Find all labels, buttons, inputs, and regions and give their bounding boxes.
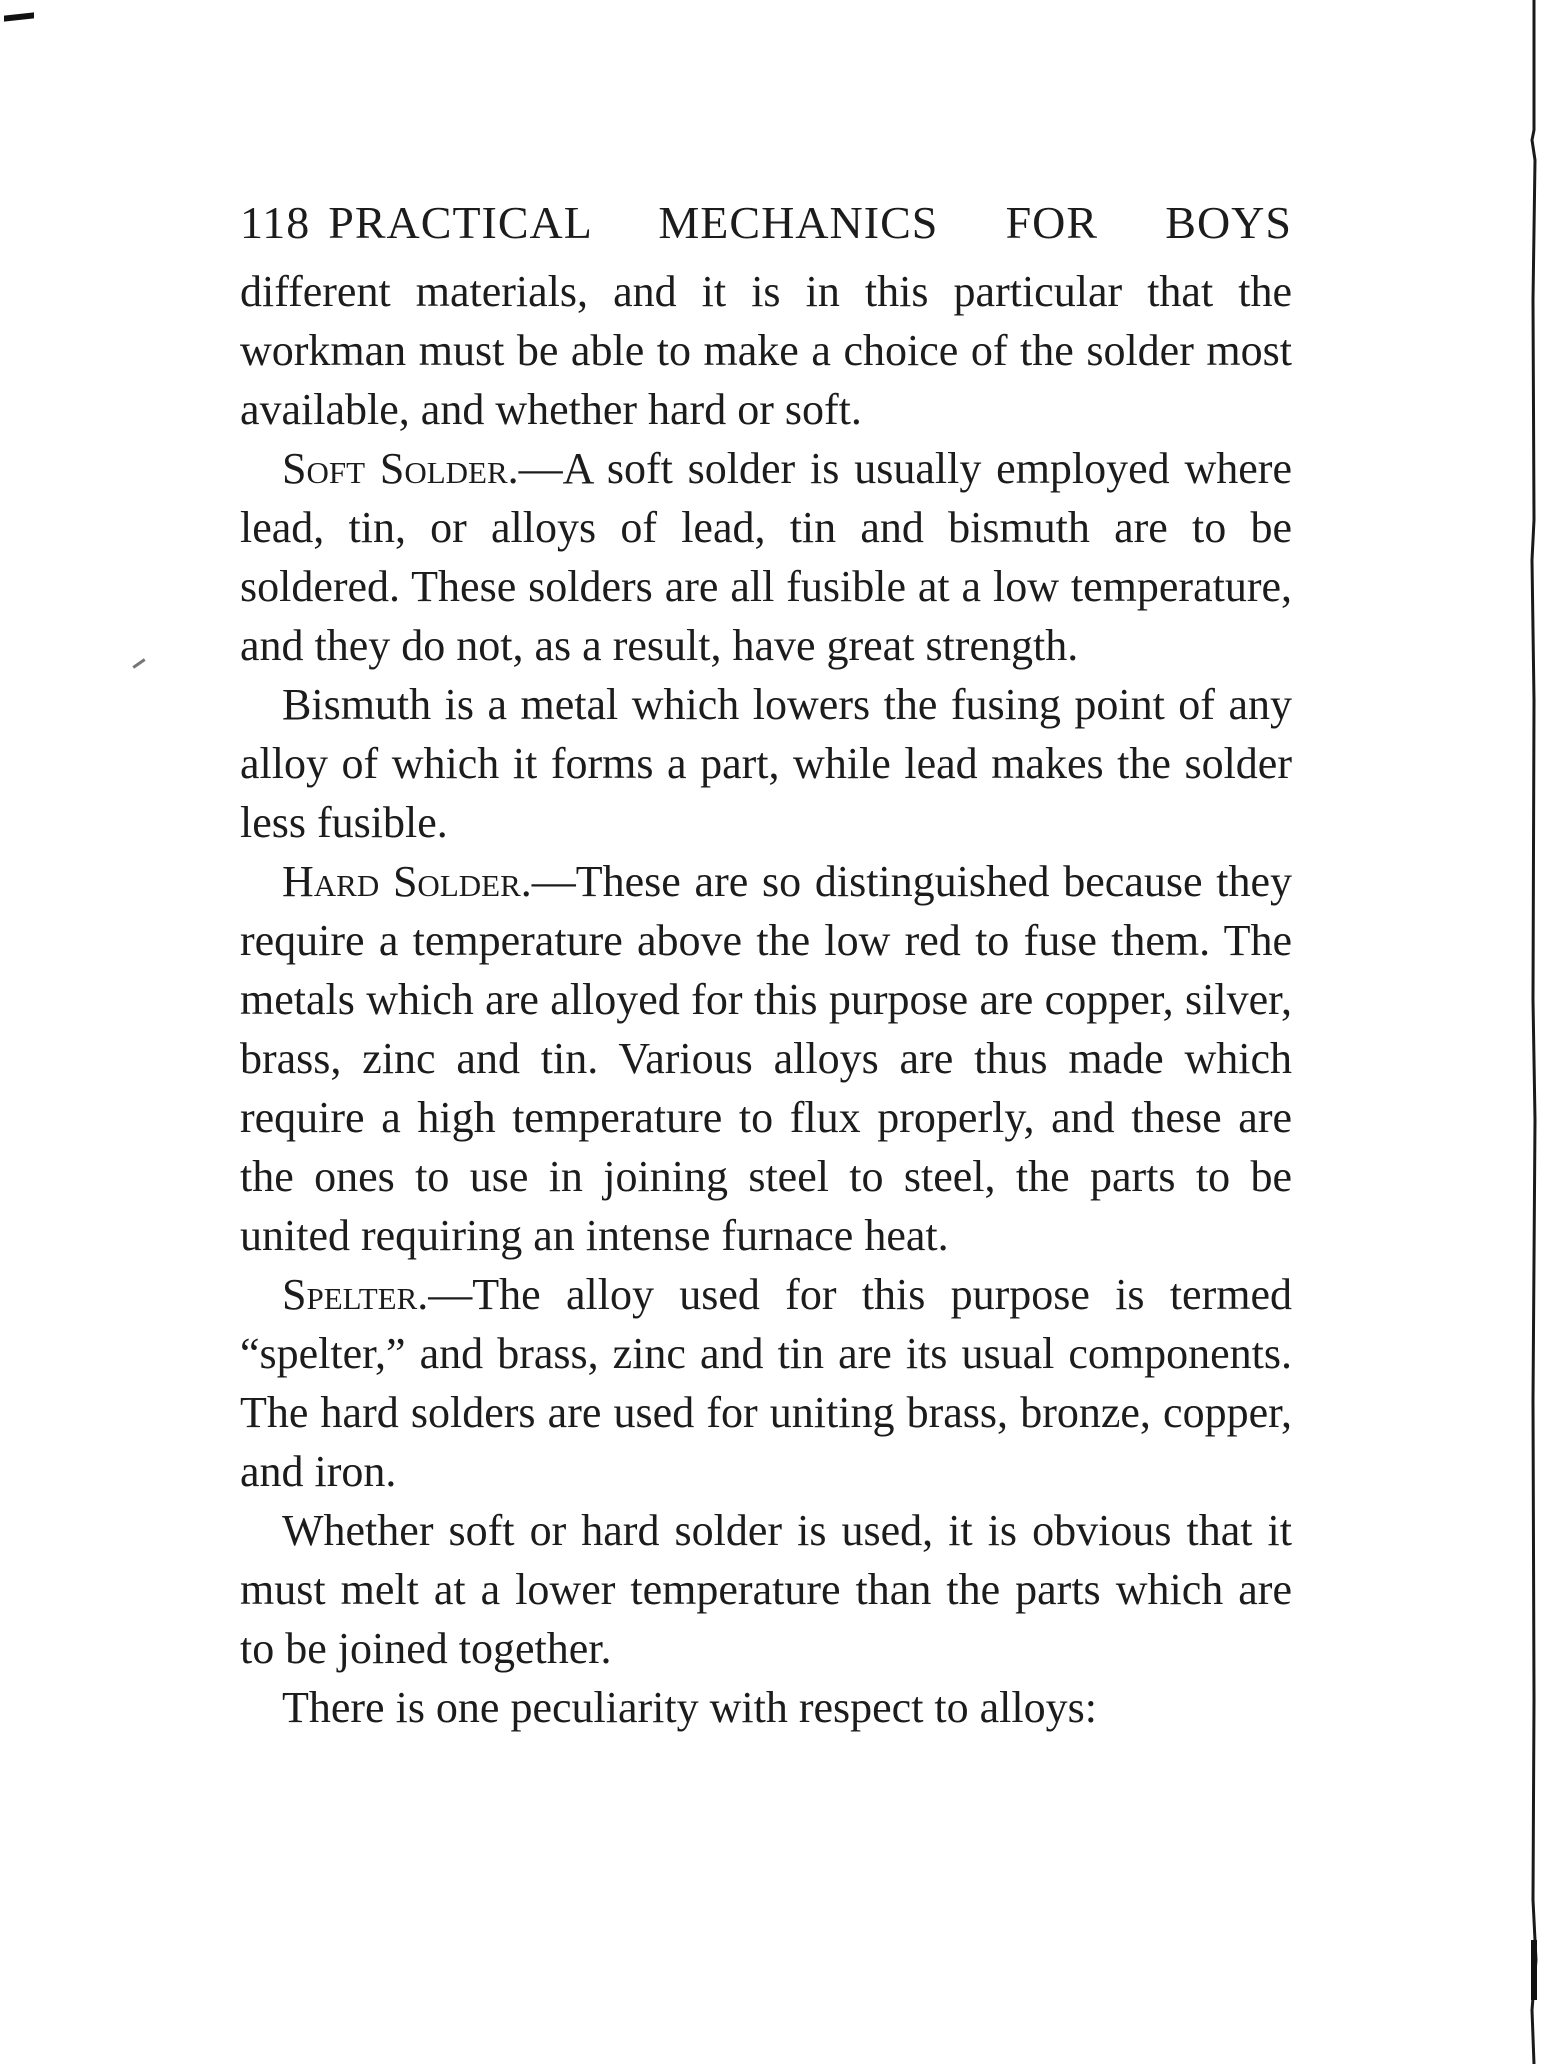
paragraph-text: —A soft solder is usually employed where lead, tin, or alloys of lead, tin and bismuth are to be soldered. These solders are all fusible at a low temperature, and they do not, as a result, have great strength. — [240, 444, 1292, 670]
paragraph-text: different materials, and it is in this particular that the workman must be able to make a choice of the solder most available, and whether hard or soft. — [240, 267, 1292, 434]
paragraph-alloys-peculiarity — [240, 1678, 1292, 1737]
paragraph-text: —The alloy used for this purpose is termed “spelter,” and brass, zinc and tin are its usual components. The hard solders are used for uniting brass, bronze, copper, and iron. — [240, 1270, 1292, 1496]
page-edge-line — [1530, 0, 1538, 2064]
paragraph-hard-solder — [240, 852, 1292, 1265]
paragraph-spelter — [240, 1265, 1292, 1501]
paragraph-melt-temperature — [240, 1501, 1292, 1678]
paragraph-text: Whether soft or hard solder is used, it is obvious that it must melt at a lower temperature than the parts which are to be joined together. — [240, 1506, 1292, 1673]
page-number: 118 — [240, 197, 311, 248]
paragraph-text: There is one peculiarity with respect to alloys: — [282, 1683, 1097, 1732]
section-heading-soft-solder: Soft Solder. — [282, 444, 519, 493]
running-head — [240, 197, 1292, 250]
paragraph-bismuth — [240, 675, 1292, 852]
scan-corner-mark — [4, 12, 34, 21]
paragraph-continuation — [240, 262, 1292, 439]
paragraph-soft-solder — [240, 439, 1292, 675]
section-heading-hard-solder: Hard Solder. — [282, 857, 532, 906]
scan-stray-mark — [132, 658, 145, 668]
text-block — [240, 197, 1292, 1737]
book-title: PRACTICAL MECHANICS FOR BOYS — [328, 197, 1292, 248]
paragraph-text: —These are so distinguished because they require a temperature above the low red to fuse them. The metals which are alloyed for this purpose are copper, silver, brass, zinc and tin. Various alloys are thus made which require a high temperature to flux properly, and these are the ones to use in joining steel to steel, the parts to be united requiring an intense furnace heat. — [240, 857, 1292, 1260]
paragraph-text: Bismuth is a metal which lowers the fusing point of any alloy of which it forms a part, while lead makes the solder less fusible. — [240, 680, 1292, 847]
section-heading-spelter: Spelter. — [282, 1270, 429, 1319]
